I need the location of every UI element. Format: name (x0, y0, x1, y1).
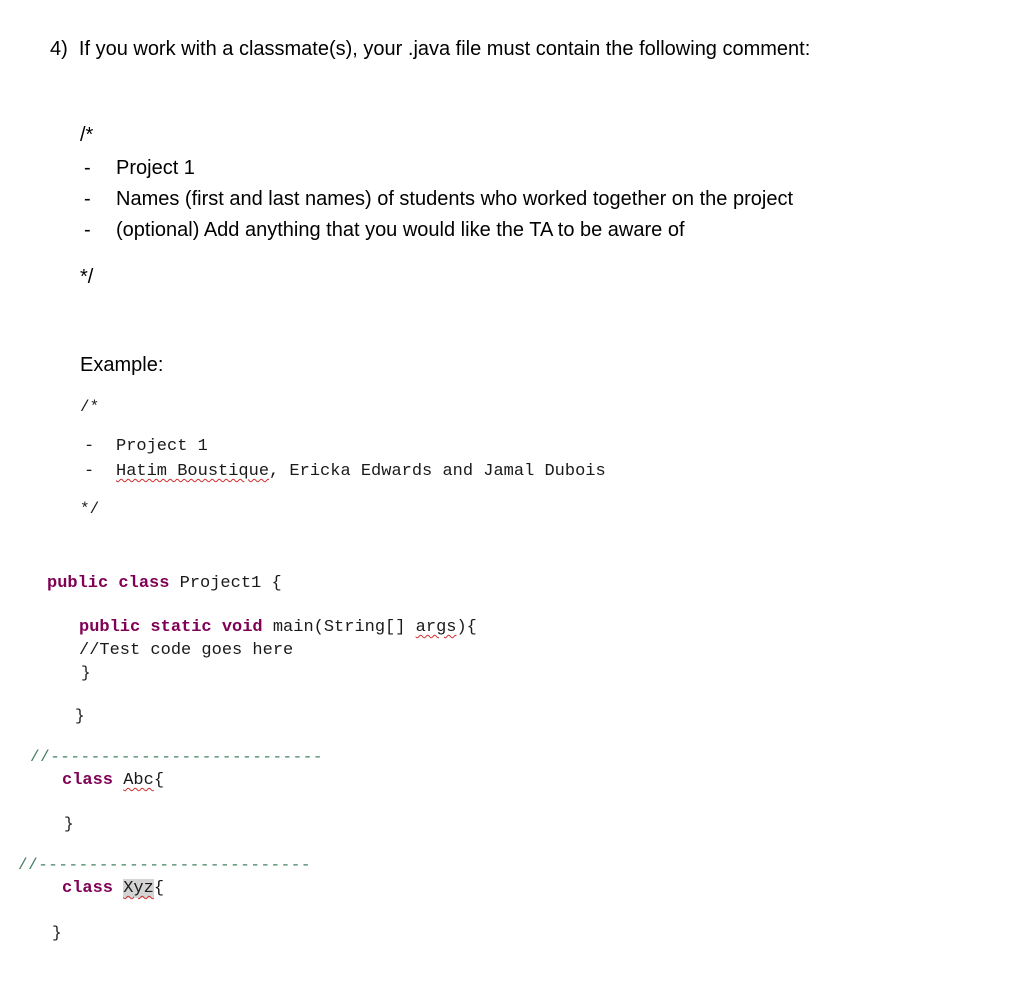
example-bullet-2 (84, 462, 606, 481)
student-names-rest: , Ericka Edwards and Jamal Dubois (269, 462, 606, 481)
bullet-text: Project 1 (116, 157, 195, 179)
separator-2: //--------------------------- (18, 856, 311, 874)
main-close-brace: } (81, 664, 91, 682)
args-param: args (415, 618, 457, 637)
example-label: Example: (80, 354, 164, 376)
bullet-dash: - (84, 157, 91, 179)
example-comment-open: /* (80, 398, 100, 416)
bullet-text: (optional) Add anything that you would like the TA to be aware of (116, 219, 685, 241)
keyword-class: class (62, 879, 114, 898)
instruction-heading: 4) If you work with a classmate(s), your .java file must contain the following comment: (50, 38, 811, 60)
class-declaration (47, 574, 282, 593)
keyword-public-static-void: public static void (79, 618, 263, 637)
comment-bullet-2 (84, 188, 793, 211)
example-bullet-1 (84, 437, 208, 456)
separator-1: //--------------------------- (30, 748, 323, 766)
bullet-text: Project 1 (116, 437, 208, 456)
class-xyz-declaration (62, 879, 164, 898)
main-signature-end: ){ (456, 618, 477, 637)
main-signature: main(String[] (262, 618, 416, 637)
comment-open: /* (80, 124, 94, 146)
abc-close-brace: } (64, 815, 74, 833)
keyword-class: class (62, 771, 114, 790)
class-close-brace: } (75, 707, 85, 725)
keyword-public-class: public class (47, 574, 170, 593)
class-abc-name: Abc (123, 771, 154, 790)
comment-bullet-1 (84, 157, 195, 180)
comment-close: */ (80, 266, 94, 288)
bullet-dash: - (84, 462, 95, 481)
class-abc-declaration (62, 771, 164, 790)
class-xyz-name: Xyz (123, 879, 154, 898)
class-name: Project1 { (169, 574, 282, 593)
xyz-close-brace: } (52, 924, 62, 942)
student-name-misspelled: Hatim Boustique (116, 462, 270, 481)
class-abc-brace: { (153, 771, 165, 790)
test-code-comment: //Test code goes here (79, 641, 294, 660)
bullet-dash: - (84, 188, 91, 210)
bullet-text: Names (first and last names) of students who worked together on the project (116, 188, 794, 210)
example-comment-close: */ (80, 500, 100, 518)
bullet-dash: - (84, 437, 95, 456)
main-method-signature (79, 618, 477, 637)
class-xyz-brace: { (153, 879, 165, 898)
comment-bullet-3 (84, 219, 685, 242)
bullet-dash: - (84, 219, 91, 241)
